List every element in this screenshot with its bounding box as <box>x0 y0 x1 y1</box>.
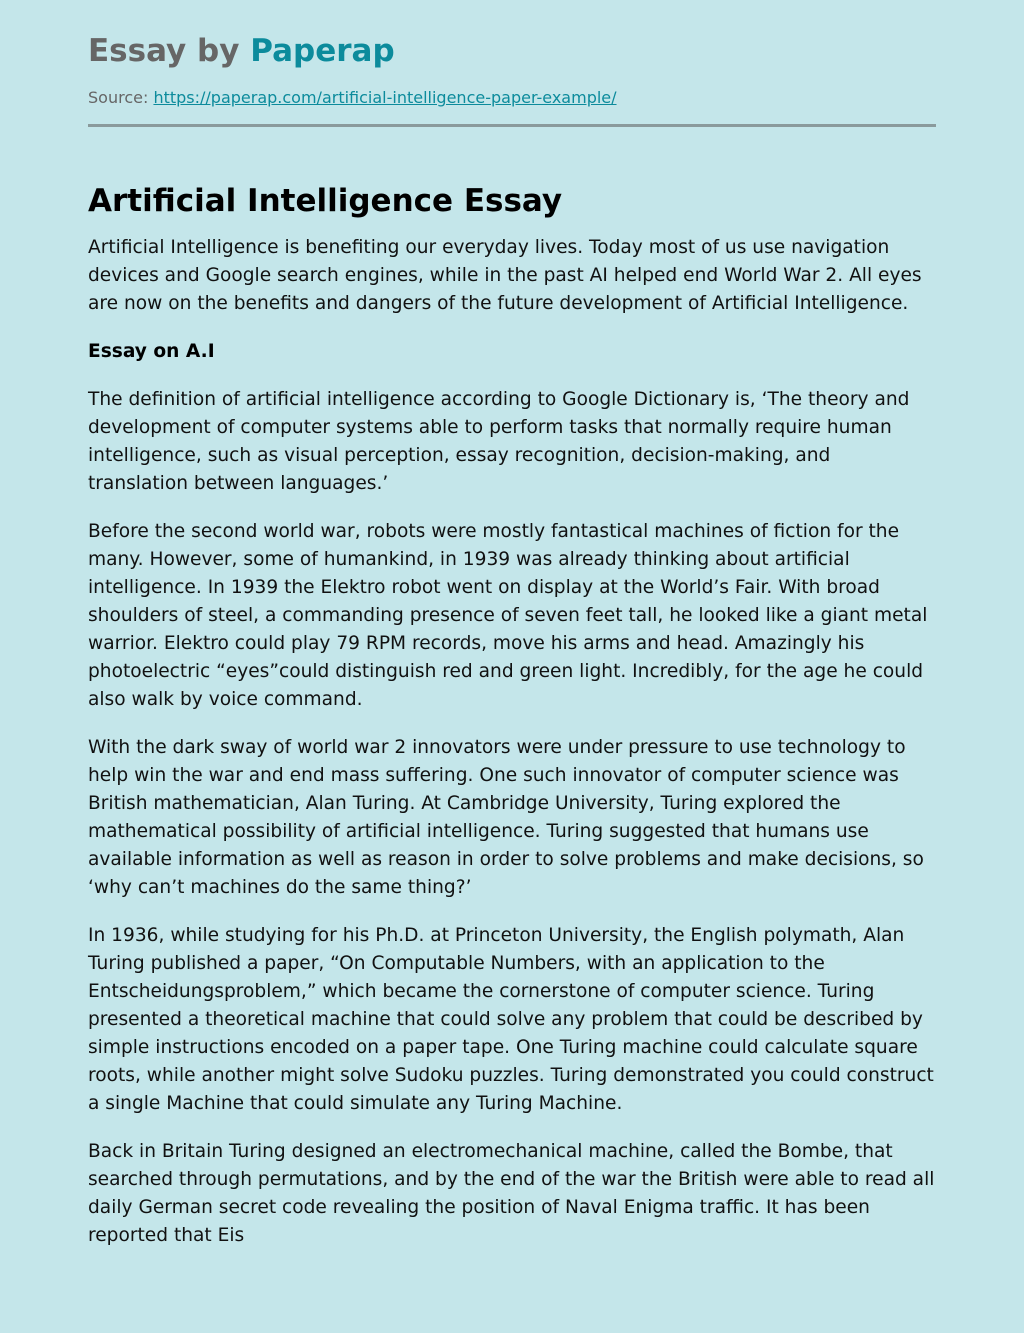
source-label: Source: <box>88 88 149 107</box>
brand-prefix: Essay by <box>88 33 251 69</box>
article-title: Artificial Intelligence Essay <box>88 183 563 219</box>
header-divider <box>88 124 936 127</box>
body-paragraph: With the dark sway of world war 2 innovators were under pressure to use technology to help win the war and end mass suffering. One such innovator of computer science was British mathematician, Alan Turing. At Cambridge University, Turing explored the mathematical possibility of artificial intelligence. Turing suggested that humans use available information as well as reason in order to solve problems and make decisions, so ‘why can’t machines do the same thing?’ <box>88 737 924 898</box>
body-paragraph: Before the second world war, robots were mostly fantastical machines of fiction for the many. However, some of humankind, in 1939 was already thinking about artificial intelligence. In 1939 the Elektro robot went on display at the World’s Fair. With broad shoulders of steel, a commanding presence of seven feet tall, he looked like a giant metal warrior. Elektro could play 79 RPM records, move his arms and head. Amazingly his photoelectric “eyes”could distinguish red and green light. Incredibly, for the age he could also walk by voice command. <box>88 521 928 710</box>
body-paragraph: The definition of artificial intelligence according to Google Dictionary is, ‘The theory and development of computer systems able to perform tasks that normally require human intelligence, such as visual perception, essay recognition, decision-making, and translation between languages.’ <box>88 389 910 494</box>
source-line <box>88 87 936 109</box>
source-link[interactable]: https://paperap.com/artificial-intelligence-paper-example/ <box>153 88 617 107</box>
body-paragraph: In 1936, while studying for his Ph.D. at Princeton University, the English polymath, Alan Turing published a paper, “On Computable Numbers, with an application to the Entscheidungsproblem,” which became the cornerstone of computer science. Turing presented a theoretical machine that could solve any problem that could be described by simple instructions encoded on a paper tape. One Turing machine could calculate square roots, while another might solve Sudoku puzzles. Turing demonstrated you could construct a single Machine that could simulate any Turing Machine. <box>88 925 934 1114</box>
brand-name: Paperap <box>250 33 395 69</box>
intro-paragraph: Artificial Intelligence is benefiting our everyday lives. Today most of us use navigation devices and Google search engines, while in the past AI helped end World War 2. All eyes are now on the benefits and dangers of the future development of Artificial Intelligence. <box>88 237 922 314</box>
site-brand[interactable] <box>88 32 936 70</box>
article-body <box>88 234 936 1250</box>
body-paragraph: Back in Britain Turing designed an electromechanical machine, called the Bombe, that searched through permutations, and by the end of the war the British were able to read all daily German secret code revealing the position of Naval Enigma traffic. It has been reported that Eis <box>88 1141 935 1246</box>
document-page <box>88 0 936 1270</box>
section-heading: Essay on A.I <box>88 341 215 362</box>
